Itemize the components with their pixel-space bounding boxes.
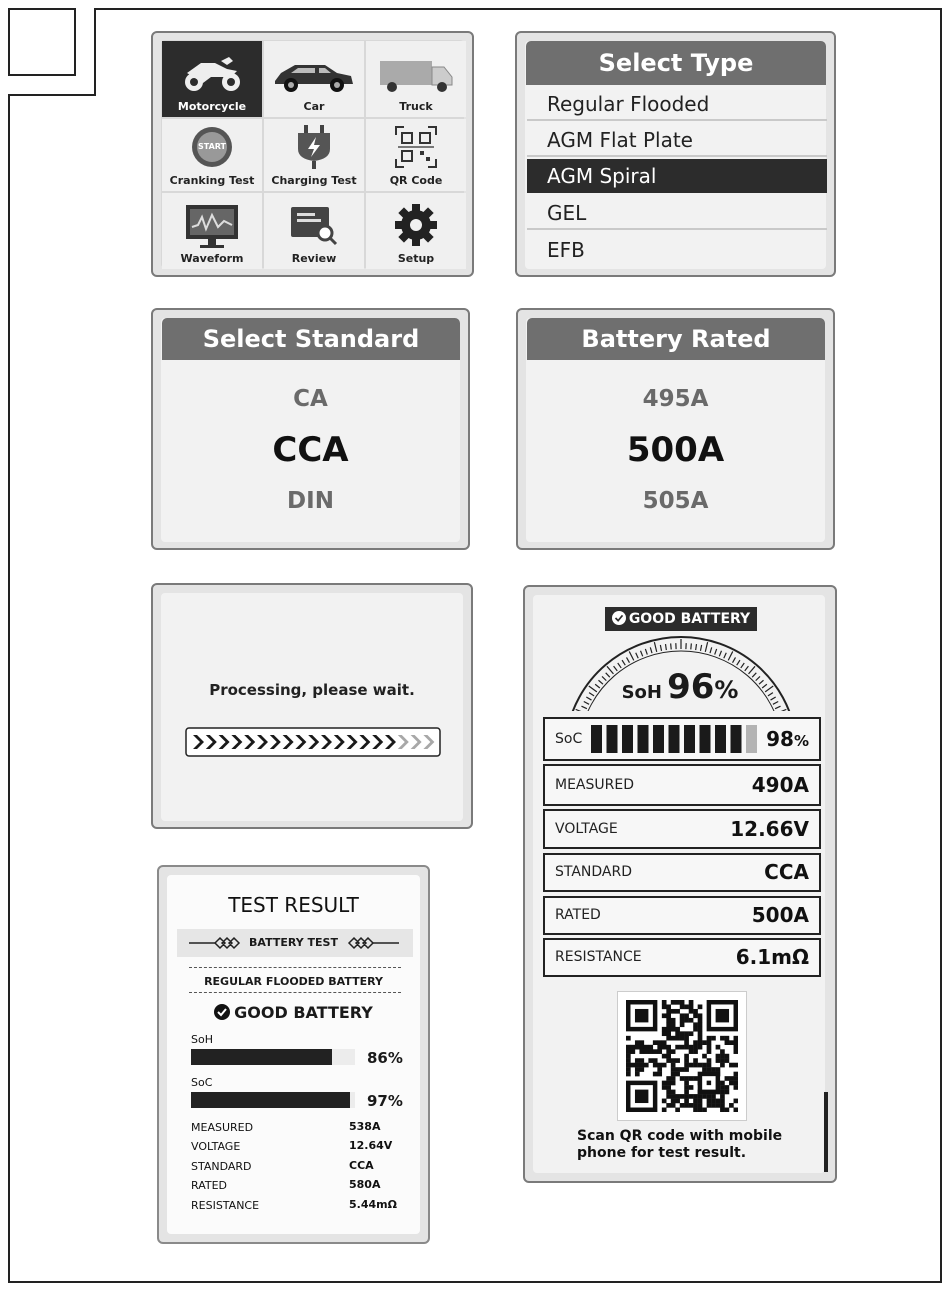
type-option-regular-flooded[interactable]: Regular Flooded xyxy=(527,87,827,121)
menu-item-label: Car xyxy=(303,100,325,113)
check-circle-icon xyxy=(214,1004,230,1020)
select-type-title: Select Type xyxy=(526,41,826,85)
soc-segment xyxy=(638,725,649,753)
rated-option-next[interactable]: 505A xyxy=(642,488,709,514)
soc-value: 98 xyxy=(766,727,794,751)
gauge-tick xyxy=(645,649,647,655)
truck-icon xyxy=(376,57,456,95)
gauge-tick xyxy=(715,649,717,655)
gauge-tick xyxy=(696,644,697,650)
qr-code-icon xyxy=(394,125,438,169)
soh-value: 96 xyxy=(667,667,715,707)
menu-item-charging-test[interactable] xyxy=(264,119,364,191)
type-option-efb[interactable]: EFB xyxy=(547,238,585,262)
gauge-tick xyxy=(777,709,786,711)
progress-bar xyxy=(185,727,441,757)
test-result-title: TEST RESULT xyxy=(228,893,359,917)
gauge-tick xyxy=(700,645,701,651)
scrollbar[interactable] xyxy=(824,1092,828,1172)
car-icon xyxy=(271,59,357,95)
type-option-gel[interactable]: GEL xyxy=(527,196,827,230)
soc-value: 97% xyxy=(367,1092,403,1110)
soc-segment xyxy=(700,725,711,753)
result-row-voltage xyxy=(543,809,821,849)
monitor-waveform-icon xyxy=(184,203,240,249)
result-row-standard xyxy=(543,853,821,892)
result-screen-panel xyxy=(523,585,837,1183)
standard-option-prev[interactable]: CA xyxy=(293,386,328,412)
motorcycle-icon xyxy=(181,53,243,93)
gauge-tick xyxy=(719,651,721,657)
gauge-tick xyxy=(728,651,733,660)
battery-rated-title: Battery Rated xyxy=(527,318,825,360)
print-row-key: STANDARD xyxy=(191,1160,252,1173)
gauge-tick xyxy=(626,657,629,662)
soc-value-wrap xyxy=(766,719,809,761)
rated-option-prev[interactable]: 495A xyxy=(642,386,709,412)
menu-item-label: QR Code xyxy=(389,174,443,187)
soc-segment xyxy=(622,725,633,753)
result-row-resistance xyxy=(543,938,821,977)
main-menu-panel xyxy=(151,31,474,277)
gauge-tick xyxy=(733,657,736,662)
print-row-key: RESISTANCE xyxy=(191,1199,260,1212)
gauge-tick xyxy=(671,643,672,649)
gear-icon xyxy=(394,203,438,247)
print-row-value: 5.44mΩ xyxy=(349,1198,397,1211)
result-row-value: CCA xyxy=(764,860,809,884)
processing-panel xyxy=(151,583,473,829)
qr-caption-line2: phone for test result. xyxy=(577,1145,747,1161)
gauge-tick xyxy=(710,647,712,653)
soc-label: SoC xyxy=(191,1076,213,1089)
gauge-tick xyxy=(641,651,643,657)
battery-plug-icon xyxy=(294,125,334,169)
test-result-printout xyxy=(157,865,430,1244)
result-row-key: MEASURED xyxy=(555,777,634,793)
review-document-icon xyxy=(289,203,339,247)
soc-segment xyxy=(669,725,680,753)
menu-item-label: Motorcycle xyxy=(177,100,247,113)
verdict-badge xyxy=(605,607,757,631)
result-row-key: STANDARD xyxy=(555,864,633,880)
soc-segment xyxy=(653,725,664,753)
battery-test-banner: BATTERY TEST xyxy=(249,936,338,949)
print-row-value: CCA xyxy=(349,1159,374,1172)
gauge-tick xyxy=(666,644,667,650)
result-row-value: 500A xyxy=(751,903,809,927)
gauge-tick xyxy=(654,642,656,652)
print-row-key: MEASURED xyxy=(191,1121,254,1134)
result-row-rated xyxy=(543,896,821,935)
soc-bar-fill xyxy=(191,1092,350,1108)
type-option-agm-flat-plate[interactable]: AGM Flat Plate xyxy=(527,123,827,157)
gauge-tick xyxy=(636,653,638,658)
verdict-line xyxy=(159,1003,428,1022)
qr-code-icon[interactable] xyxy=(626,1000,738,1112)
svg-text:START: START xyxy=(197,142,227,151)
qr-code-frame xyxy=(617,991,747,1121)
result-row-value: 490A xyxy=(751,773,809,797)
rated-option-current[interactable]: 500A xyxy=(626,430,725,470)
result-row-key: RESISTANCE xyxy=(555,949,642,965)
menu-item-review[interactable] xyxy=(264,193,364,269)
standard-option-current[interactable]: CCA xyxy=(272,430,349,470)
menu-item-label: Charging Test xyxy=(271,174,357,187)
type-option-agm-spiral[interactable]: AGM Spiral xyxy=(527,159,827,193)
gauge-tick xyxy=(691,643,692,649)
print-row-value: 12.64V xyxy=(349,1139,393,1152)
start-button-icon xyxy=(190,125,234,169)
gauge-tick xyxy=(629,651,634,660)
soc-bar-track xyxy=(191,1092,355,1108)
gauge-tick xyxy=(650,647,652,653)
gauge-tick xyxy=(705,642,707,652)
battery-type-label: REGULAR FLOODED BATTERY xyxy=(204,975,383,988)
result-row-measured xyxy=(543,764,821,806)
menu-item-setup[interactable] xyxy=(366,193,466,269)
menu-item-label: Cranking Test xyxy=(169,174,255,187)
menu-item-label: Review xyxy=(291,252,337,265)
gauge-tick xyxy=(737,660,740,665)
soc-segment xyxy=(715,725,726,753)
menu-item-car[interactable] xyxy=(264,41,364,117)
select-standard-title: Select Standard xyxy=(162,318,460,360)
qr-caption-line1: Scan QR code with mobile xyxy=(577,1128,783,1144)
menu-item-truck[interactable] xyxy=(366,41,466,117)
result-row-value: 12.66V xyxy=(730,817,809,841)
result-row-value: 6.1mΩ xyxy=(735,945,809,969)
soh-readout xyxy=(525,667,835,707)
result-row-key: RATED xyxy=(555,907,601,923)
select-type-panel xyxy=(515,31,836,277)
verdict-badge-text: GOOD BATTERY xyxy=(628,611,751,627)
menu-item-waveform[interactable] xyxy=(162,193,262,269)
soc-segment xyxy=(731,725,742,753)
menu-item-label: Waveform xyxy=(180,252,244,265)
soc-segment xyxy=(607,725,618,753)
select-standard-panel xyxy=(151,308,470,550)
soh-label: SoH xyxy=(191,1033,213,1046)
soc-segment xyxy=(746,725,757,753)
soh-bar-track xyxy=(191,1049,355,1065)
soh-unit: % xyxy=(714,676,739,704)
gauge-tick xyxy=(724,653,726,658)
print-row-key: RATED xyxy=(191,1179,228,1192)
processing-message: Processing, please wait. xyxy=(209,681,415,699)
soc-unit: % xyxy=(793,732,809,750)
soc-segment-bar xyxy=(591,725,771,753)
soh-value: 86% xyxy=(367,1049,403,1067)
verdict-text: GOOD BATTERY xyxy=(234,1003,373,1022)
gauge-tick xyxy=(576,709,585,711)
soh-bar-fill xyxy=(191,1049,332,1065)
soh-label: SoH xyxy=(621,682,662,703)
qr-caption xyxy=(577,1128,782,1162)
battery-rated-panel xyxy=(516,308,835,550)
menu-item-motorcycle[interactable] xyxy=(162,41,262,117)
menu-item-label: Setup xyxy=(397,252,435,265)
check-circle-icon xyxy=(612,611,626,625)
result-row-key: VOLTAGE xyxy=(555,821,618,837)
menu-item-qr-code[interactable] xyxy=(366,119,466,191)
menu-item-cranking-test[interactable] xyxy=(162,119,262,191)
soc-segment xyxy=(684,725,695,753)
gauge-tick xyxy=(622,660,625,665)
standard-option-next[interactable]: DIN xyxy=(287,488,334,514)
soc-row xyxy=(543,717,821,761)
soc-label: SoC xyxy=(555,731,583,747)
print-row-value: 538A xyxy=(349,1120,381,1133)
print-row-key: VOLTAGE xyxy=(191,1140,241,1153)
soc-segment xyxy=(591,725,602,753)
print-row-value: 580A xyxy=(349,1178,381,1191)
menu-item-label: Truck xyxy=(399,100,433,113)
gauge-tick xyxy=(660,645,661,651)
